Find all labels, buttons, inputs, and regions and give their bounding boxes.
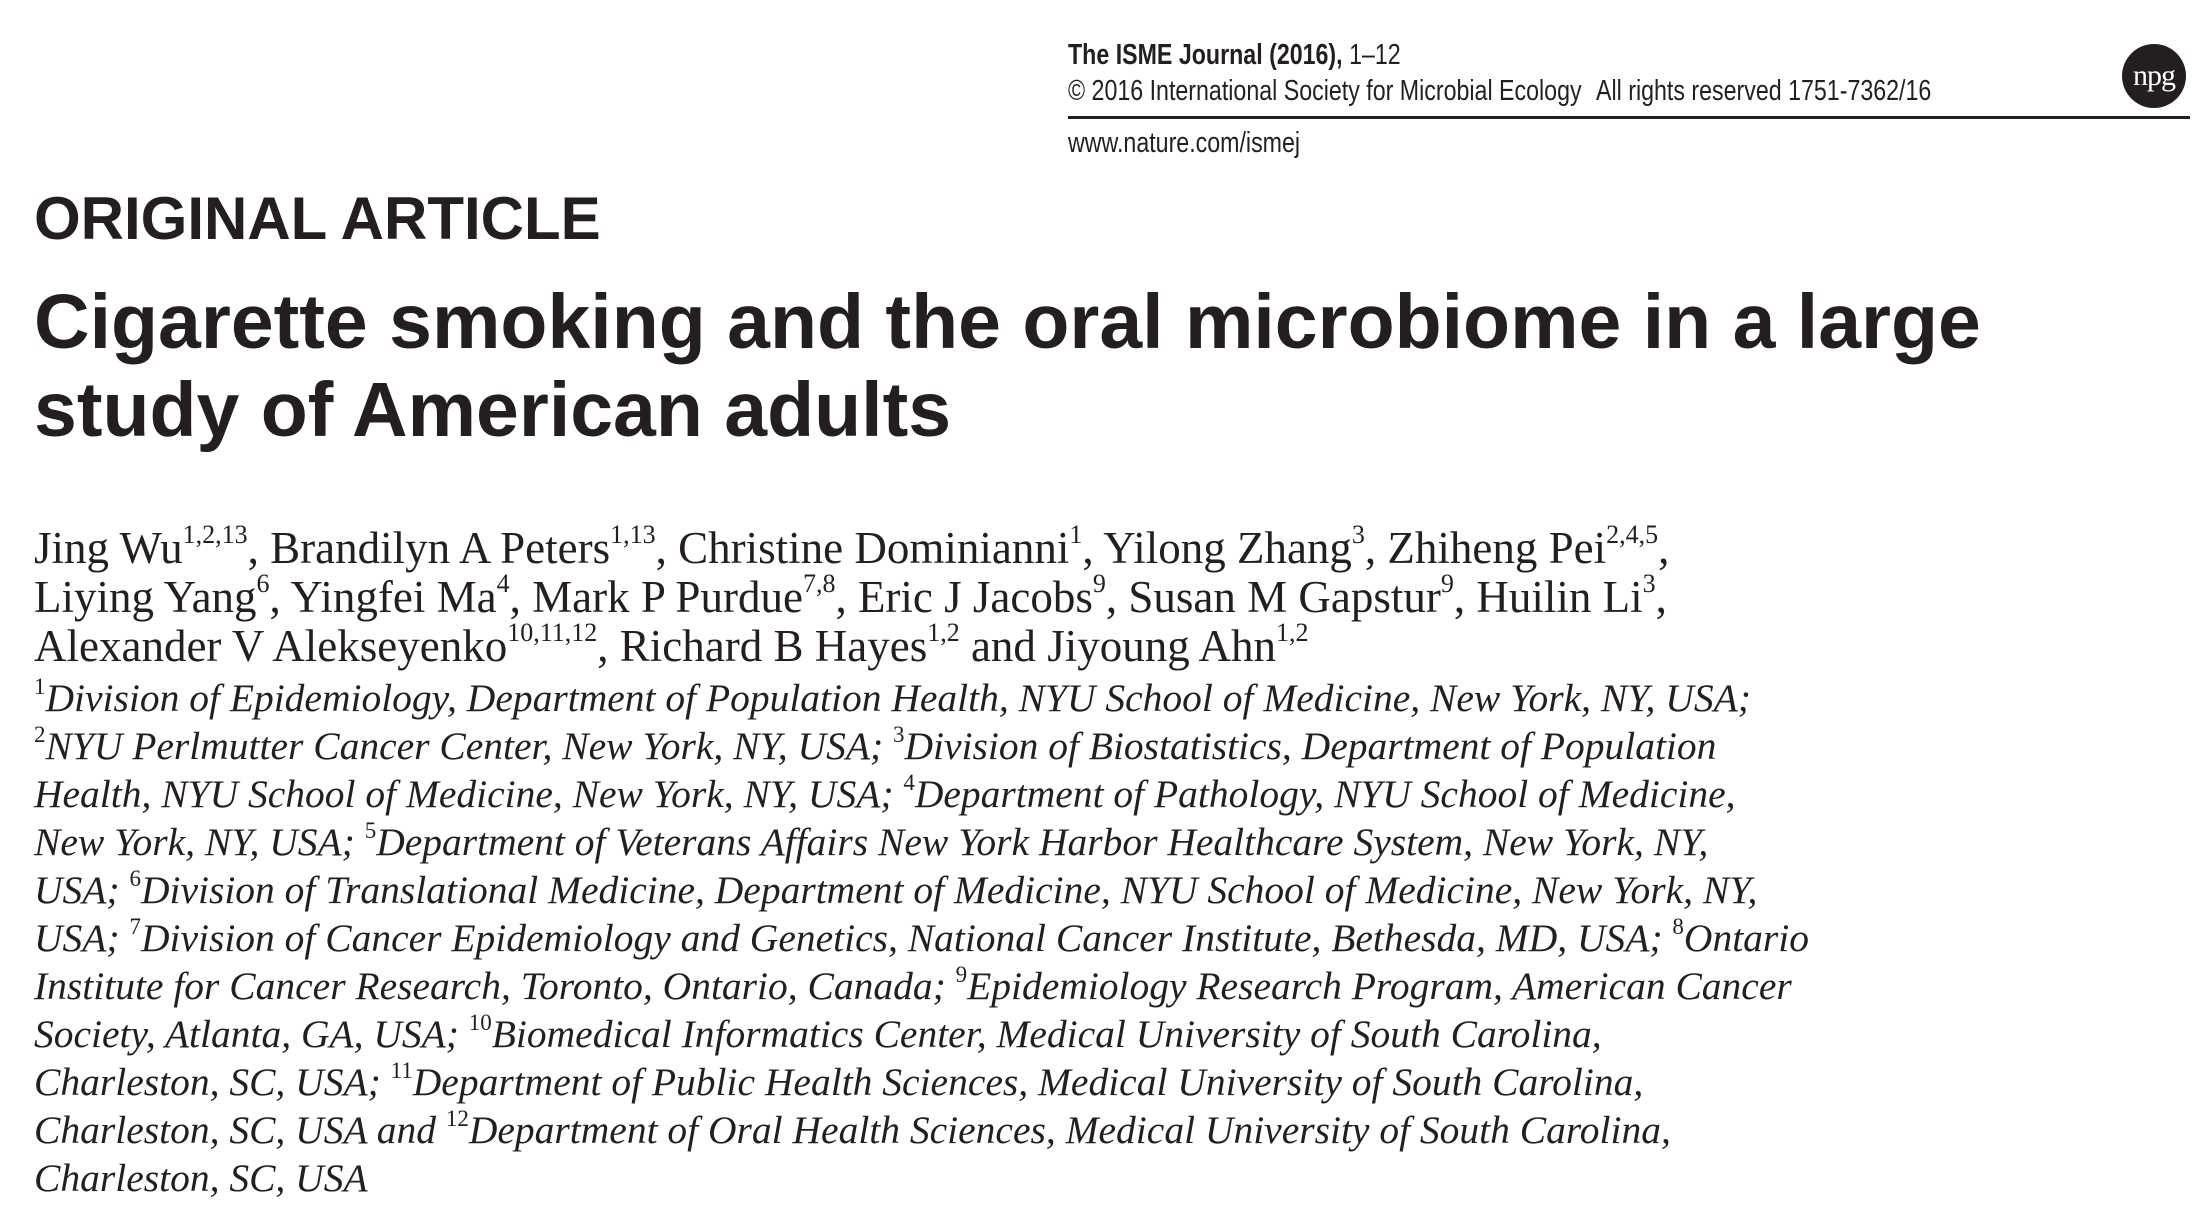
affiliation-text: Department of Public Health Sciences, Medical University of South Carolina, <box>412 1060 1644 1104</box>
author-separator: , <box>1105 572 1129 622</box>
author-name: Susan M Gapstur <box>1128 572 1441 622</box>
author-separator: , <box>1658 523 1670 573</box>
author-line <box>34 569 2184 622</box>
author-name: Christine Dominianni <box>678 523 1070 573</box>
affiliation-text: Department of Oral Health Sciences, Medical University of South Carolina, <box>468 1108 1671 1152</box>
author-affiliation-marker: 3 <box>1642 569 1656 598</box>
affiliation-line <box>34 722 2174 770</box>
journal-citation <box>1068 38 1401 72</box>
author-affiliation-marker: 6 <box>256 569 270 598</box>
author-separator: and <box>959 621 1048 671</box>
affiliation-marker: 3 <box>892 721 905 747</box>
affiliation-text: NYU Perlmutter Cancer Center, New York, NY, USA; <box>45 724 893 768</box>
author-affiliation-marker: 2,4,5 <box>1606 520 1659 549</box>
author-affiliation-marker: 7,8 <box>802 569 836 598</box>
affiliation-line <box>34 818 2174 866</box>
affiliation-line <box>34 1010 2174 1058</box>
author-affiliation-marker: 1,2 <box>1275 618 1309 647</box>
affiliation-marker: 1 <box>34 673 46 699</box>
affiliation-marker: 8 <box>1672 913 1684 939</box>
author-affiliation-marker: 9 <box>1440 569 1454 598</box>
article-type: ORIGINAL ARTICLE <box>34 185 601 252</box>
npg-logo-icon: npg <box>2122 44 2186 108</box>
article-title: Cigarette smoking and the oral microbiome in a large study of American adults <box>34 279 1981 453</box>
affiliation-text: Epidemiology Research Program, American Cancer <box>967 964 1792 1008</box>
affiliation-marker: 11 <box>390 1057 413 1083</box>
affiliation-text: Department of Pathology, NYU School of Medicine, <box>914 772 1736 816</box>
affiliation-line <box>34 962 2174 1010</box>
affiliation-text: Charleston, SC, USA and <box>34 1108 446 1152</box>
affiliation-marker: 4 <box>903 769 915 795</box>
affiliation-line <box>34 1058 2174 1106</box>
author <box>857 569 1106 622</box>
affiliation-text: Biomedical Informatics Center, Medical University of South Carolina, <box>491 1012 1602 1056</box>
affiliation-text: Department of Veterans Affairs New York Harbor Healthcare System, New York, NY, <box>376 820 1709 864</box>
journal-copyright: © 2016 International Society for Microbial Ecology <box>1068 75 1582 107</box>
affiliation-line <box>34 866 2174 914</box>
author <box>619 618 960 671</box>
author-separator: , <box>247 523 271 573</box>
affiliation-text: USA; <box>34 868 130 912</box>
affiliation-line <box>34 674 2174 722</box>
affiliations <box>34 674 2174 1202</box>
journal-rights: All rights reserved 1751-7362/16 <box>1595 75 1932 107</box>
journal-copyright-line <box>1068 74 1931 108</box>
author <box>1103 520 1365 573</box>
affiliation-text: Charleston, SC, USA; <box>34 1060 391 1104</box>
affiliation-text: New York, NY, USA; <box>34 820 365 864</box>
affiliation-text: Division of Translational Medicine, Department of Medicine, NYU School of Medicine, New York, NY, <box>140 868 1758 912</box>
author-name: Eric J Jacobs <box>857 572 1093 622</box>
affiliation-marker: 12 <box>445 1105 469 1131</box>
author-separator: , <box>1655 572 1667 622</box>
author-name: Richard B Hayes <box>619 621 928 671</box>
author-name: Alexander V Alekseyenko <box>34 621 508 671</box>
journal-header <box>1068 38 2190 168</box>
affiliation-line <box>34 1106 2174 1154</box>
journal-pages: 1–12 <box>1349 39 1401 71</box>
author-separator: , <box>835 572 858 622</box>
author-name: Brandilyn A Peters <box>270 523 611 573</box>
author <box>1128 569 1454 622</box>
affiliation-text: Ontario <box>1683 916 1810 960</box>
author-affiliation-marker: 10,11,12 <box>507 618 598 647</box>
author-separator: , <box>1364 523 1388 573</box>
author-list <box>34 520 2184 671</box>
affiliation-text: Institute for Cancer Research, Toronto, Ontario, Canada; <box>34 964 956 1008</box>
author <box>290 569 510 622</box>
author-name: Zhiheng Pei <box>1387 523 1607 573</box>
author-line <box>34 618 2184 671</box>
author-affiliation-marker: 4 <box>496 569 510 598</box>
affiliation-marker: 2 <box>34 721 46 747</box>
affiliation-line <box>34 770 2174 818</box>
author-affiliation-marker: 1,13 <box>610 520 656 549</box>
author-name: Huilin Li <box>1476 572 1643 622</box>
author-line <box>34 520 2184 573</box>
affiliation-marker: 10 <box>468 1009 492 1035</box>
author-affiliation-marker: 1,2 <box>927 618 960 647</box>
author <box>34 618 598 671</box>
author-separator: , <box>509 572 533 622</box>
author-separator: , <box>1453 572 1477 622</box>
affiliation-line <box>34 1154 2174 1202</box>
affiliation-text: Division of Biostatistics, Department of Population <box>904 724 1717 768</box>
author <box>270 520 656 573</box>
affiliation-marker: 9 <box>955 961 968 987</box>
author-separator: , <box>1082 523 1104 573</box>
author-name: Jing Wu <box>34 523 183 573</box>
header-rule <box>1068 116 2190 119</box>
author <box>532 569 836 622</box>
affiliation-text: Society, Atlanta, GA, USA; <box>34 1012 469 1056</box>
affiliation-text: Division of Cancer Epidemiology and Genetics, National Cancer Institute, Bethesda, MD, USA; <box>140 916 1673 960</box>
author <box>1476 569 1656 622</box>
affiliation-text: Division of Epidemiology, Department of Population Health, NYU School of Medicine, New York, NY, USA; <box>45 676 1751 720</box>
affiliation-marker: 6 <box>129 865 141 891</box>
affiliation-text: USA; <box>34 916 130 960</box>
affiliation-text: Charleston, SC, USA <box>34 1156 368 1200</box>
author-name: Mark P Purdue <box>532 572 803 622</box>
author-affiliation-marker: 1 <box>1069 520 1083 549</box>
author-affiliation-marker: 3 <box>1351 520 1365 549</box>
author-name: Jiyoung Ahn <box>1047 621 1276 671</box>
author <box>34 569 270 622</box>
author-separator: , <box>655 523 679 573</box>
author-separator: , <box>597 621 620 671</box>
affiliation-line <box>34 914 2174 962</box>
author-affiliation-marker: 9 <box>1092 569 1106 598</box>
author-name: Yingfei Ma <box>290 572 497 622</box>
author <box>678 520 1083 573</box>
journal-url[interactable]: www.nature.com/ismej <box>1068 127 1301 159</box>
author <box>1387 520 1659 573</box>
author-name: Liying Yang <box>34 572 257 622</box>
author <box>1047 618 1309 671</box>
author-separator: , <box>269 572 291 622</box>
affiliation-marker: 5 <box>364 817 377 843</box>
author <box>34 520 248 573</box>
affiliation-text: Health, NYU School of Medicine, New York, NY, USA; <box>34 772 904 816</box>
journal-name: The ISME Journal (2016), <box>1068 39 1343 71</box>
author-name: Yilong Zhang <box>1103 523 1352 573</box>
author-affiliation-marker: 1,2,13 <box>182 520 248 549</box>
affiliation-marker: 7 <box>129 913 141 939</box>
